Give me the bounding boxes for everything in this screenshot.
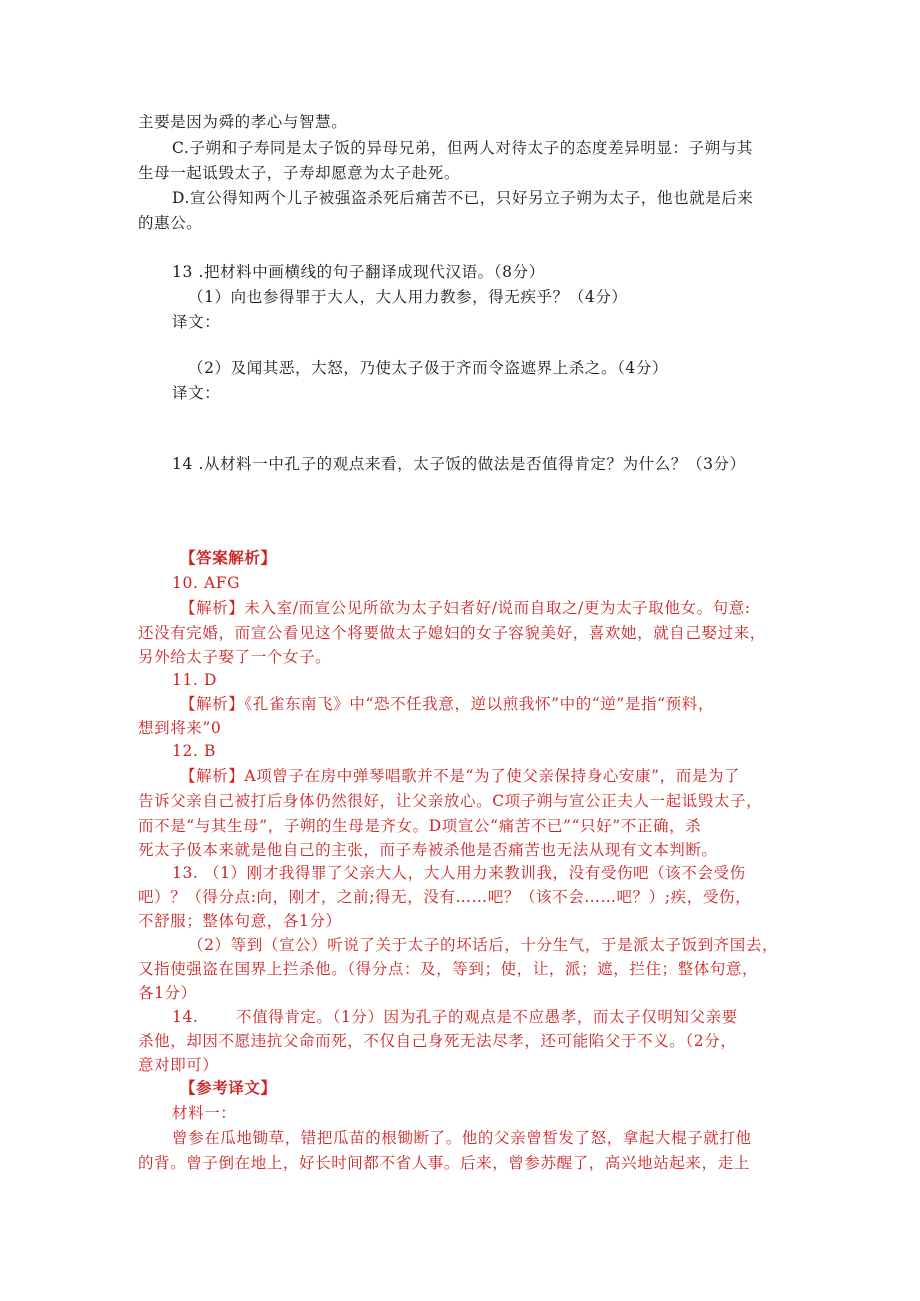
answer-header: 【答案解析】 <box>180 548 277 567</box>
answer-13-2-line-2: 又指使强盗在国界上拦杀他。（得分点：及，等到；使，让，派；遮，拦住；整体句意， <box>138 960 759 978</box>
option-d-line-2: 的惠公。 <box>138 214 203 232</box>
answer-13-2-line-1: （2）等到（宣公）听说了关于太子的坏话后，十分生气，于是派太子饭到齐国去， <box>188 936 779 954</box>
question-13-2: （2）及闻其恶，大怒，乃使太子伋于齐而令盗遮界上杀之。（4分） <box>188 359 669 377</box>
answer-13-1-line-3: 不舒服；整体句意，各1分） <box>138 912 342 930</box>
answer-10-explain-3: 另外给太子娶了一个女子。 <box>138 648 332 666</box>
answer-12-explain-2: 告诉父亲自己被打后身体仍然很好，让父亲放心。C项子朔与宣公正夫人一起诋毁太子， <box>138 792 763 810</box>
answer-10-explain-1: 【解析】未入室/而宣公见所欲为太子妇者好/说而自取之/更为太子取他女。句意: <box>180 599 751 617</box>
answer-14-number: 14. <box>172 1008 199 1026</box>
question-13: 13 .把材料中画横线的句子翻译成现代汉语。（8分） <box>172 263 545 281</box>
option-b-tail: 主要是因为舜的孝心与智慧。 <box>138 113 348 131</box>
answer-14-line-1: 不值得肯定。（1分）因为孔子的观点是不应愚孝，而太子仅明知父亲要 <box>236 1008 738 1026</box>
answer-11-explain-1: 【解析】《孔雀东南飞》中“恐不任我意，逆以煎我怀”中的“逆”是指“预料， <box>180 695 714 713</box>
reference-text-line-2: 的背。曾子倒在地上，好长时间都不省人事。后来，曾参苏醒了，高兴地站起来，走上 <box>138 1154 750 1172</box>
answer-12-explain-1: 【解析】A项曾子在房中弹琴唱歌并不是“为了使父亲保持身心安康”，而是为了 <box>180 767 741 785</box>
answer-14-line-2: 杀他，却因不愿违抗父命而死，不仅自己身死无法尽孝，还可能陷父于不义。（2分， <box>138 1032 737 1050</box>
material-one-label: 材料一： <box>172 1104 237 1122</box>
option-c-line-2: 生母一起诋毁太子，子寿却愿意为太子赴死。 <box>138 164 461 182</box>
answer-13-2-line-3: 各1分） <box>138 984 197 1002</box>
reference-text-line-1: 曾参在瓜地锄草，错把瓜苗的根锄断了。他的父亲曾皙发了怒，拿起大棍子就打他 <box>172 1129 752 1147</box>
answer-10-explain-2: 还没有完婚，而宣公看见这个将要做太子媳妇的女子容貌美好，喜欢她，就自己娶过来， <box>138 624 766 642</box>
question-13-1-answer-label: 译文： <box>172 313 221 331</box>
answer-13-1-line-2: 吧）？（得分点:向，刚才，之前;得无，没有……吧？（该不会……吧？）;疾，受伤， <box>138 888 752 906</box>
answer-11-explain-2: 想到将来”0 <box>138 719 222 737</box>
answer-12: 12. B <box>172 742 216 760</box>
option-d-line-1: D.宣公得知两个儿子被强盗杀死后痛苦不已，只好另立子朔为太子，他也就是后来 <box>172 189 754 207</box>
question-13-2-answer-label: 译文： <box>172 384 221 402</box>
answer-13-1-line-1: 13. （1）刚才我得罪了父亲大人，大人用力来教训我，没有受伤吧（该不会受伤 <box>172 864 746 882</box>
answer-11: 11. D <box>172 671 218 689</box>
answer-12-explain-3: 而不是“与其生母”，子朔的生母是齐女。D项宣公“痛苦不已”“只好”不正确，杀 <box>138 817 702 835</box>
option-c-line-1: C.子朔和子寿同是太子饭的异母兄弟，但两人对待太子的态度差异明显：子朔与其 <box>172 139 753 157</box>
answer-14-line-3: 意对即可） <box>138 1056 219 1074</box>
answer-12-explain-4: 死太子伋本来就是他自己的主张，而子寿被杀他是否痛苦也无法从现有文本判断。 <box>138 841 718 859</box>
question-14: 14 .从材料一中孔子的观点来看，太子饭的做法是否值得肯定？为什么？（3分） <box>172 455 746 473</box>
reference-translation-header: 【参考译文】 <box>180 1078 277 1097</box>
answer-10: 10. AFG <box>172 574 241 592</box>
question-13-1: （1）向也参得罪于大人，大人用力教参，得无疾乎？（4分） <box>188 288 628 306</box>
